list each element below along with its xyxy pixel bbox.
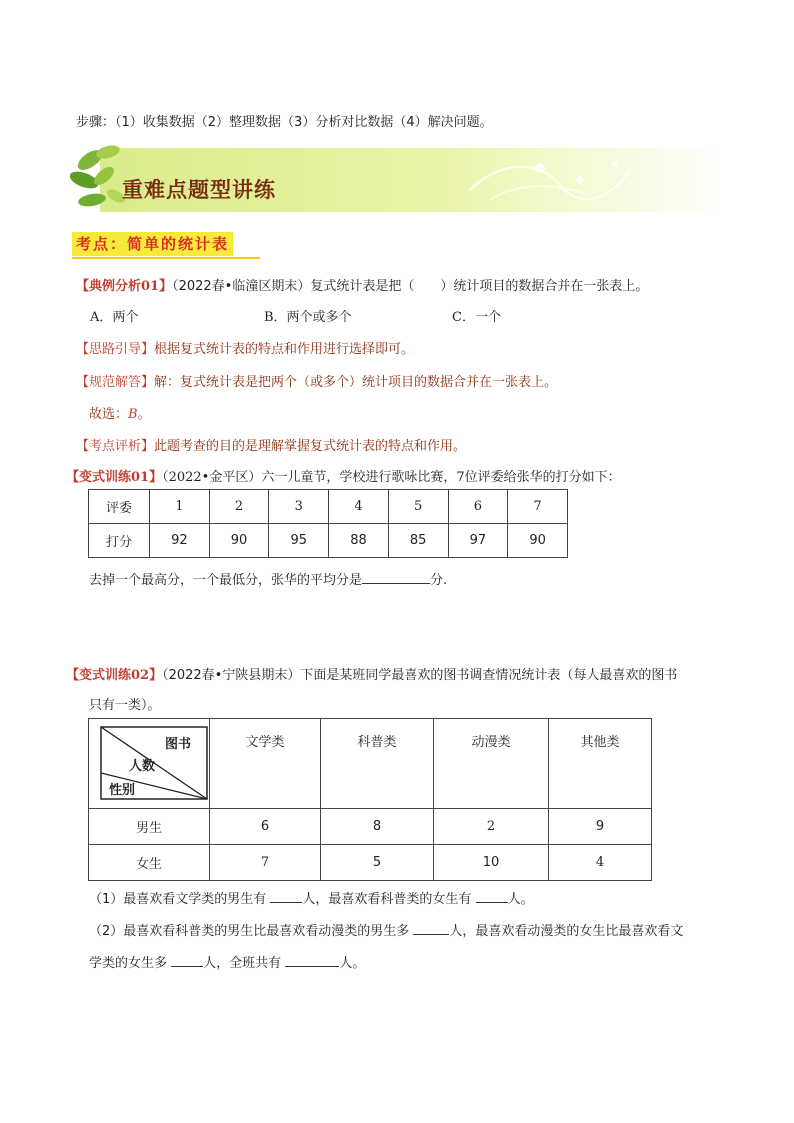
training01-stem-line	[66, 466, 621, 485]
corner-label-count: 人数	[129, 759, 156, 774]
answer-blank[interactable]	[285, 954, 339, 967]
column-header: 文学类	[210, 719, 321, 809]
example01-option-a: A．两个	[90, 310, 139, 325]
score-table-row-judges	[89, 490, 568, 524]
table-cell: 7	[210, 845, 321, 881]
banner-title: 重难点题型讲练	[122, 178, 276, 202]
judge-cell: 5	[388, 490, 448, 524]
example01-option-b: B．两个或多个	[264, 310, 352, 325]
example01-stem-line	[76, 275, 648, 294]
training02-stem-line2: 只有一类）。	[89, 698, 161, 713]
example01-hint-line	[76, 338, 414, 357]
table-row	[89, 809, 652, 845]
table-row	[89, 845, 652, 881]
example01-choice-prefix: 故选：	[89, 407, 129, 422]
score-table-header-scores: 打分	[89, 524, 150, 558]
score-cell: 97	[448, 524, 508, 558]
training01-question-post: 分.	[430, 573, 448, 588]
table-cell: 5	[321, 845, 434, 881]
table-cell: 2	[434, 809, 549, 845]
example01-option-c: C．一个	[452, 310, 501, 325]
kaodian-underline	[72, 257, 260, 259]
example01-review-tag: 【考点评析】	[76, 439, 155, 454]
row-label-girls: 女生	[89, 845, 210, 881]
answer-blank[interactable]	[362, 571, 430, 584]
example01-stem: （2022春•临潼区期末）复式统计表是把（ ）统计项目的数据合并在一张表上。	[172, 279, 649, 294]
training02-stem-line	[66, 664, 677, 683]
q2-part-a: （2）最喜欢看科普类的男生比最喜欢看动漫类的男生多	[89, 924, 410, 939]
kaodian-heading: 考点：简单的统计表	[72, 232, 233, 256]
training02-question2	[89, 920, 683, 939]
table-cell: 10	[434, 845, 549, 881]
column-header: 动漫类	[434, 719, 549, 809]
q1-part-a: （1）最喜欢看文学类的男生有	[89, 892, 267, 907]
example01-choice-line	[89, 403, 151, 422]
q2-part-b: 人，最喜欢看动漫类的女生比最喜欢看文	[449, 924, 684, 939]
q1-part-c: 人。	[507, 892, 534, 907]
answer-blank[interactable]	[270, 890, 302, 903]
score-cell: 88	[329, 524, 389, 558]
example01-choice-suffix: 。	[137, 407, 151, 422]
table-cell: 4	[549, 845, 652, 881]
example01-answer-tag: 【规范解答】	[76, 375, 155, 390]
training01-question	[89, 569, 447, 588]
corner-label-books: 图书	[165, 737, 192, 752]
judge-cell: 6	[448, 490, 508, 524]
answer-blank[interactable]	[413, 922, 449, 935]
q2-part-c: 学类的女生多	[89, 956, 168, 971]
score-table-header-judges: 评委	[89, 490, 150, 524]
table-cell: 8	[321, 809, 434, 845]
judge-cell: 1	[150, 490, 210, 524]
training02-question1	[89, 888, 534, 907]
score-cell: 95	[269, 524, 329, 558]
score-cell: 90	[508, 524, 568, 558]
column-header: 其他类	[549, 719, 652, 809]
training01-question-pre: 去掉一个最高分，一个最低分，张华的平均分是	[89, 573, 363, 588]
book-table-header-row	[89, 719, 652, 809]
book-survey-table	[88, 718, 652, 881]
training02-question2-cont	[89, 952, 365, 971]
judge-cell: 3	[269, 490, 329, 524]
score-cell: 92	[150, 524, 210, 558]
row-label-boys: 男生	[89, 809, 210, 845]
corner-label-gender: 性别	[109, 783, 136, 798]
score-cell: 85	[388, 524, 448, 558]
book-table-corner-cell	[89, 719, 210, 809]
example01-review: 此题考查的目的是理解掌握复式统计表的特点和作用。	[154, 439, 467, 454]
q2-part-d: 人，全班共有	[203, 956, 282, 971]
training02-tag: 【变式训练02】	[66, 668, 163, 683]
judge-cell: 2	[209, 490, 269, 524]
answer-blank[interactable]	[476, 890, 508, 903]
example01-answer-line	[76, 371, 557, 390]
training01-tag: 【变式训练01】	[66, 470, 163, 485]
score-table-row-scores	[89, 524, 568, 558]
steps-line: 步骤：（1）收集数据（2）整理数据（3）分析对比数据（4）解决问题。	[76, 115, 493, 130]
example01-choice-letter: B	[128, 407, 138, 422]
score-cell: 90	[209, 524, 269, 558]
example01-review-line	[76, 435, 466, 454]
q2-part-e: 人。	[339, 956, 366, 971]
example01-answer: 解：复式统计表是把两个（或多个）统计项目的数据合并在一张表上。	[154, 375, 558, 390]
table-cell: 9	[549, 809, 652, 845]
example01-tag: 【典例分析01】	[76, 279, 173, 294]
judge-cell: 4	[329, 490, 389, 524]
example01-hint: 根据复式统计表的特点和作用进行选择即可。	[154, 342, 415, 357]
example01-hint-tag: 【思路引导】	[76, 342, 155, 357]
score-table	[88, 489, 568, 558]
judge-cell: 7	[508, 490, 568, 524]
answer-blank[interactable]	[171, 954, 203, 967]
training02-stem: （2022春•宁陕县期末）下面是某班同学最喜欢的图书调查情况统计表（每人最喜欢的图书	[162, 668, 678, 683]
q1-part-b: 人，最喜欢看科普类的女生有	[302, 892, 472, 907]
table-cell: 6	[210, 809, 321, 845]
training01-stem: （2022•金平区）六一儿童节，学校进行歌咏比赛，7位评委给张华的打分如下：	[162, 470, 621, 485]
column-header: 科普类	[321, 719, 434, 809]
